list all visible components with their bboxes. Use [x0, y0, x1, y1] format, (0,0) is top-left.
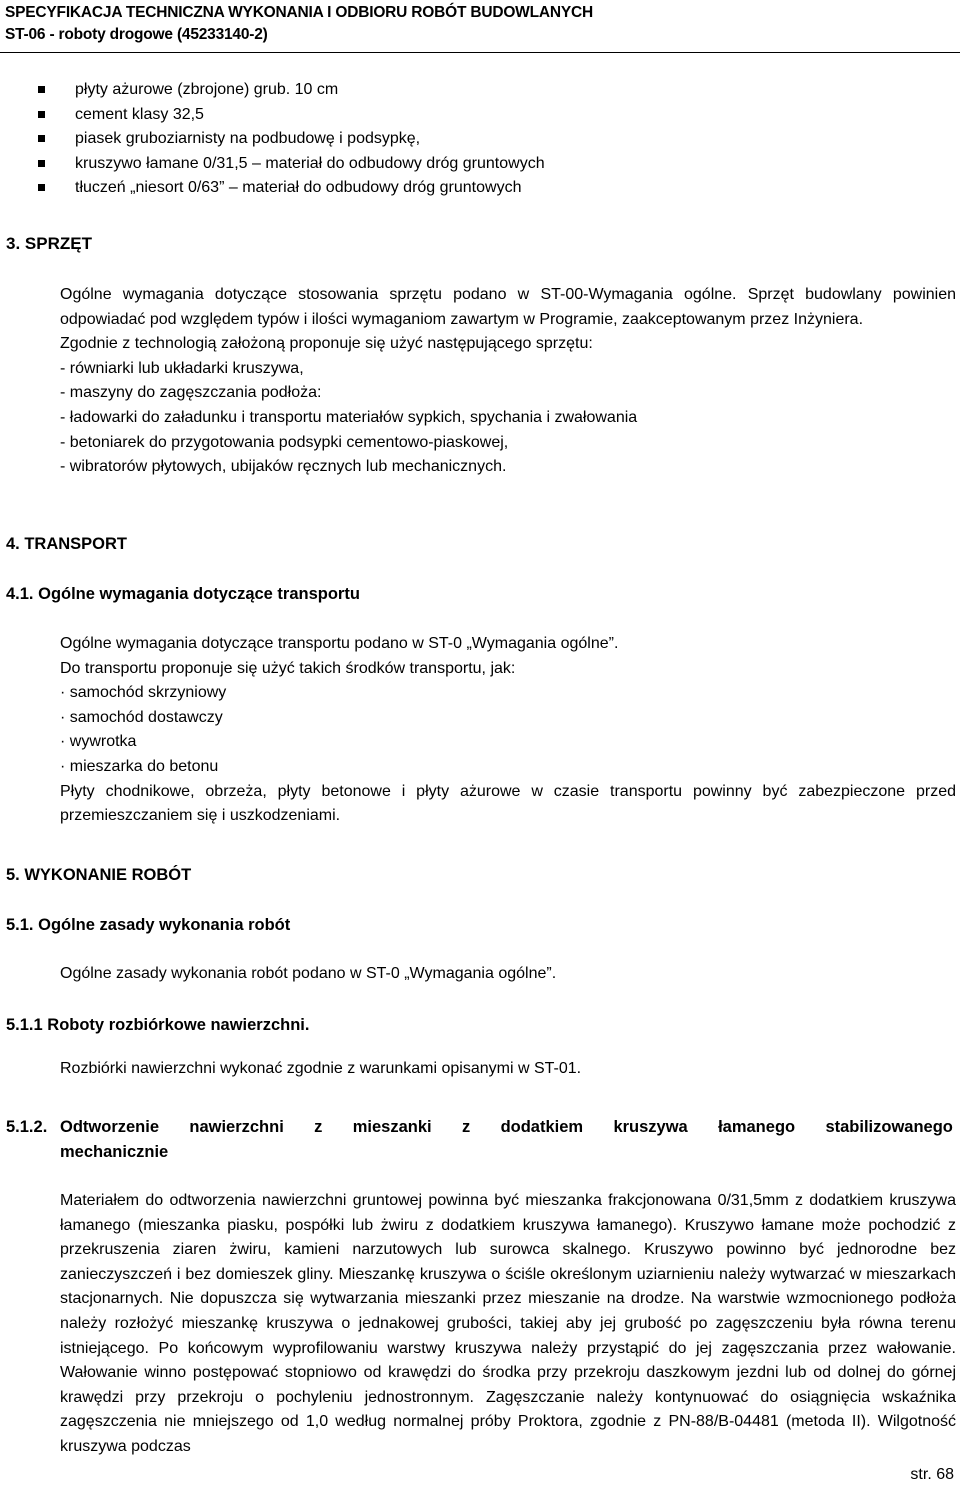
- section-4-1-heading: 4.1. Ogólne wymagania dotyczące transportu: [6, 585, 360, 603]
- heading-line-2: mechanicznie: [60, 1143, 169, 1161]
- header-subtitle: ST-06 - roboty drogowe (45233140-2): [5, 26, 268, 43]
- section-4-heading: 4. TRANSPORT: [6, 535, 128, 553]
- section-5-1-text: Ogólne zasady wykonania robót podano w ST-0 „Wymagania ogólne”.: [60, 965, 557, 982]
- section-5-1-2-heading: [6, 1115, 956, 1165]
- equipment-line: - ładowarki do załadunku i transportu materiałów sypkich, spychania i zwałowania: [60, 408, 638, 426]
- document-header: [5, 2, 593, 46]
- list-item: tłuczeń „niesort 0/63” – materiał do odbudowy dróg gruntowych: [38, 176, 545, 201]
- transport-line: Ogólne wymagania dotyczące transportu podano w ST-0 „Wymagania ogólne”.: [60, 635, 619, 652]
- square-bullet-icon: [38, 160, 45, 167]
- transport-line: · wywrotka: [60, 733, 137, 751]
- transport-line: Do transportu proponuje się użyć takich środków transportu, jak:: [60, 659, 516, 677]
- section-5-heading: 5. WYKONANIE ROBÓT: [6, 866, 192, 884]
- section-4-1-body: [60, 632, 956, 829]
- header-title: SPECYFIKACJA TECHNICZNA WYKONANIA I ODBIORU ROBÓT BUDOWLANYCH: [5, 4, 593, 21]
- section-3-body: [60, 283, 956, 480]
- transport-line: · samochód skrzyniowy: [60, 684, 227, 702]
- list-item: kruszywo łamane 0/31,5 – materiał do odbudowy dróg gruntowych: [38, 152, 545, 177]
- square-bullet-icon: [38, 86, 45, 93]
- list-item: cement klasy 32,5: [38, 103, 545, 128]
- transport-closing: Płyty chodnikowe, obrzeża, płyty betonowe i płyty ażurowe w czasie transportu powinny być zabezpieczone przed przemieszczaniem się i uszkodzeniami.: [60, 782, 956, 825]
- section-5-1-2-text: Materiałem do odtworzenia nawierzchni gruntowej powinna być mieszanka frakcjonowana 0/31,5mm z dodatkiem kruszywa łamanego (mieszanka piasku, pospółki lub żwiru z dodatkiem kruszywa łamanego). Kruszywo łamane może pochodzić z przekruszenia ziaren żwiru, kamieni narzutowych lub surowca skalnego. Kruszywo powinno być jednorodne bez zanieczyszczeń i bez domieszek gliny. Mieszankę kruszywa o ściśle określonym uziarnieniu należy wytwarzać w mieszarkach stacjonarnych. Nie dopuszcza się wytwarzania mieszanki przez mieszanie na drodze. Na warstwie wzmocnionego podłoża należy rozłożyć mieszankę kruszywa o jednakowej grubości, takiej aby jej grubość po zagęszczeniu była równa terenu istniejącego. Po końcowym wyprofilowaniu warstwy kruszywa należy przystąpić do jej zagęszczania przez wałowanie. Wałowanie winno postępować stopniowo od krawędzi do środka przy przekroju daszkowym jezdni lub od dolnej do górnej krawędzi przy przekroju o pochyleniu jednostronnym. Zagęszczanie należy kontynuować do osiągnięcia wskaźnika zagęszczenia nie mniejszego od 1,0 według normalnej próby Proktora, zgodnie z PN-88/B-04481 (metoda II). Wilgotność kruszywa podczas: [60, 1192, 956, 1455]
- heading-words: Odtworzenie nawierzchni z mieszanki z dodatkiem kruszywa łamanego stabilizowanego: [60, 1118, 953, 1136]
- equipment-line: - maszyny do zagęszczania podłoża:: [60, 384, 322, 402]
- section-3-heading: 3. SPRZĘT: [6, 234, 92, 253]
- section-5-1-heading: 5.1. Ogólne zasady wykonania robót: [6, 916, 291, 934]
- list-item: piasek gruboziarnisty na podbudowę i podsypkę,: [38, 127, 545, 152]
- section-5-1-1-heading: 5.1.1 Roboty rozbiórkowe nawierzchni.: [6, 1016, 310, 1034]
- transport-line: · mieszarka do betonu: [60, 757, 219, 775]
- page-number: str. 68: [910, 1466, 954, 1483]
- equipment-line: - równiarki lub układarki kruszywa,: [60, 359, 304, 377]
- equipment-line: - wibratorów płytowych, ubijaków ręcznych lub mechanicznych.: [60, 458, 507, 476]
- section-number: 5.1.2.: [6, 1118, 48, 1136]
- section-3-intro: Ogólne wymagania dotyczące stosowania sprzętu podano w ST-00-Wymagania ogólne. Sprzęt budowlany powinien odpowiadać pod względem typów i ilości wymaganiom zawartym w Programie, zaakceptowanym przez Inżyniera.: [60, 286, 956, 328]
- square-bullet-icon: [38, 135, 45, 142]
- transport-line: · samochód dostawczy: [60, 708, 223, 726]
- list-item: płyty ażurowe (zbrojone) grub. 10 cm: [38, 78, 545, 103]
- square-bullet-icon: [38, 111, 45, 118]
- section-5-1-1-text: Rozbiórki nawierzchni wykonać zgodnie z warunkami opisanymi w ST-01.: [60, 1060, 582, 1077]
- square-bullet-icon: [38, 184, 45, 191]
- materials-list: [38, 78, 545, 201]
- equipment-line: Zgodnie z technologią założoną proponuje się użyć następującego sprzętu:: [60, 335, 593, 353]
- equipment-line: - betoniarek do przygotowania podsypki cementowo-piaskowej,: [60, 433, 509, 451]
- header-divider: [0, 52, 960, 53]
